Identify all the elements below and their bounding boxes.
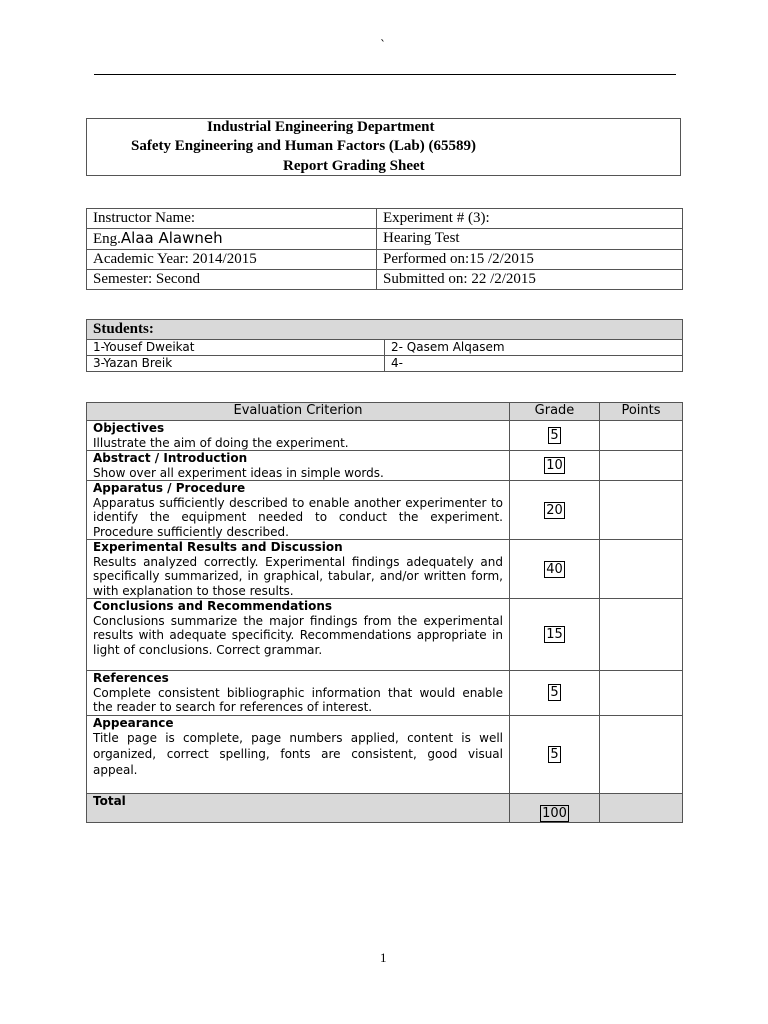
submitted-on: Submitted on: 22 /2/2015 bbox=[377, 270, 683, 290]
criterion-cell bbox=[87, 421, 510, 451]
criterion-title: Conclusions and Recommendations bbox=[93, 599, 333, 613]
title-box bbox=[86, 118, 681, 176]
criterion-row bbox=[87, 451, 683, 481]
criterion-header: Evaluation Criterion bbox=[87, 403, 510, 421]
header-mark: ` bbox=[380, 38, 386, 52]
total-points-cell[interactable] bbox=[600, 793, 683, 822]
evaluation-table bbox=[86, 402, 683, 823]
criterion-title: References bbox=[93, 671, 169, 685]
criterion-row bbox=[87, 421, 683, 451]
student-4: 4- bbox=[385, 356, 683, 372]
grade-cell bbox=[510, 715, 600, 793]
criterion-desc: Apparatus sufficiently described to enable another experimenter to identify the equipment needed to conduct the experiment. Procedure sufficiently described. bbox=[93, 495, 503, 539]
criterion-desc: Conclusions summarize the major findings from the experimental results with adequate specificity. Recommendations appropriate in light of conclusions. Correct grammar. bbox=[93, 613, 503, 657]
criterion-title: Abstract / Introduction bbox=[93, 451, 248, 465]
criterion-row bbox=[87, 715, 683, 793]
students-table bbox=[86, 319, 683, 372]
grade-cell bbox=[510, 671, 600, 716]
criterion-row bbox=[87, 540, 683, 599]
grade-cell bbox=[510, 481, 600, 540]
total-label: Total bbox=[93, 793, 126, 808]
instructor-prefix: Eng. bbox=[93, 231, 121, 247]
grade-cell bbox=[510, 421, 600, 451]
criterion-cell bbox=[87, 599, 510, 671]
student-1: 1-Yousef Dweikat bbox=[87, 340, 385, 356]
info-table bbox=[86, 208, 683, 290]
grade-cell bbox=[510, 599, 600, 671]
criterion-title: Appearance bbox=[93, 715, 174, 730]
criterion-desc: Complete consistent bibliographic information that would enable the reader to search for references of interest. bbox=[93, 685, 503, 714]
grade-cell bbox=[510, 540, 600, 599]
grade-value: 40 bbox=[546, 561, 563, 577]
total-label-cell bbox=[87, 793, 510, 822]
criterion-title: Objectives bbox=[93, 421, 165, 435]
points-cell[interactable] bbox=[600, 671, 683, 716]
grade-value: 15 bbox=[546, 627, 563, 642]
criterion-desc: Show over all experiment ideas in simple words. bbox=[93, 465, 384, 480]
total-grade-cell bbox=[510, 793, 600, 822]
total-row bbox=[87, 793, 683, 822]
performed-on: Performed on:15 /2/2015 bbox=[377, 250, 683, 270]
instructor-name: Alaa Alawneh bbox=[120, 229, 223, 247]
header-rule bbox=[94, 74, 676, 75]
points-cell[interactable] bbox=[600, 715, 683, 793]
semester: Semester: Second bbox=[87, 270, 377, 290]
points-cell[interactable] bbox=[600, 540, 683, 599]
criterion-cell bbox=[87, 540, 510, 599]
criterion-cell bbox=[87, 451, 510, 481]
student-2: 2- Qasem Alqasem bbox=[385, 340, 683, 356]
criterion-desc: Title page is complete, page numbers applied, content is well organized, correct spelling, fonts are consistent, good visual appeal. bbox=[93, 731, 503, 777]
criterion-cell bbox=[87, 481, 510, 540]
points-cell[interactable] bbox=[600, 451, 683, 481]
grade-value: 5 bbox=[550, 746, 559, 762]
experiment-label: Experiment # (3): bbox=[377, 209, 683, 229]
criterion-row bbox=[87, 671, 683, 716]
criterion-desc: Results analyzed correctly. Experimental findings adequately and specifically summarized, in graphical, tabular, and/or written form, with explanation to those results. bbox=[93, 554, 503, 598]
academic-year: Academic Year: 2014/2015 bbox=[87, 250, 377, 270]
criterion-title: Experimental Results and Discussion bbox=[93, 540, 343, 554]
sheet-title: Report Grading Sheet bbox=[283, 158, 425, 174]
points-cell[interactable] bbox=[600, 599, 683, 671]
instructor-cell bbox=[87, 229, 377, 250]
points-cell[interactable] bbox=[600, 421, 683, 451]
student-3: 3-Yazan Breik bbox=[87, 356, 385, 372]
grade-value: 5 bbox=[550, 685, 559, 701]
grade-cell bbox=[510, 451, 600, 481]
points-header: Points bbox=[600, 403, 683, 421]
criterion-desc: Illustrate the aim of doing the experiment. bbox=[93, 435, 349, 450]
points-cell[interactable] bbox=[600, 481, 683, 540]
criterion-row bbox=[87, 599, 683, 671]
criterion-cell bbox=[87, 671, 510, 716]
criterion-title: Apparatus / Procedure bbox=[93, 481, 246, 495]
criterion-cell bbox=[87, 715, 510, 793]
experiment-name: Hearing Test bbox=[377, 229, 683, 250]
grade-value: 20 bbox=[546, 502, 563, 518]
grade-value: 5 bbox=[550, 428, 559, 443]
criterion-row bbox=[87, 481, 683, 540]
course-title: Safety Engineering and Human Factors (Lab) (65589) bbox=[131, 138, 476, 154]
total-grade: 100 bbox=[542, 805, 567, 821]
instructor-label: Instructor Name: bbox=[87, 209, 377, 229]
page-number: 1 bbox=[380, 950, 387, 965]
grade-header: Grade bbox=[510, 403, 600, 421]
department-title: Industrial Engineering Department bbox=[207, 119, 435, 135]
students-header: Students: bbox=[87, 320, 683, 340]
grade-value: 10 bbox=[546, 458, 563, 473]
